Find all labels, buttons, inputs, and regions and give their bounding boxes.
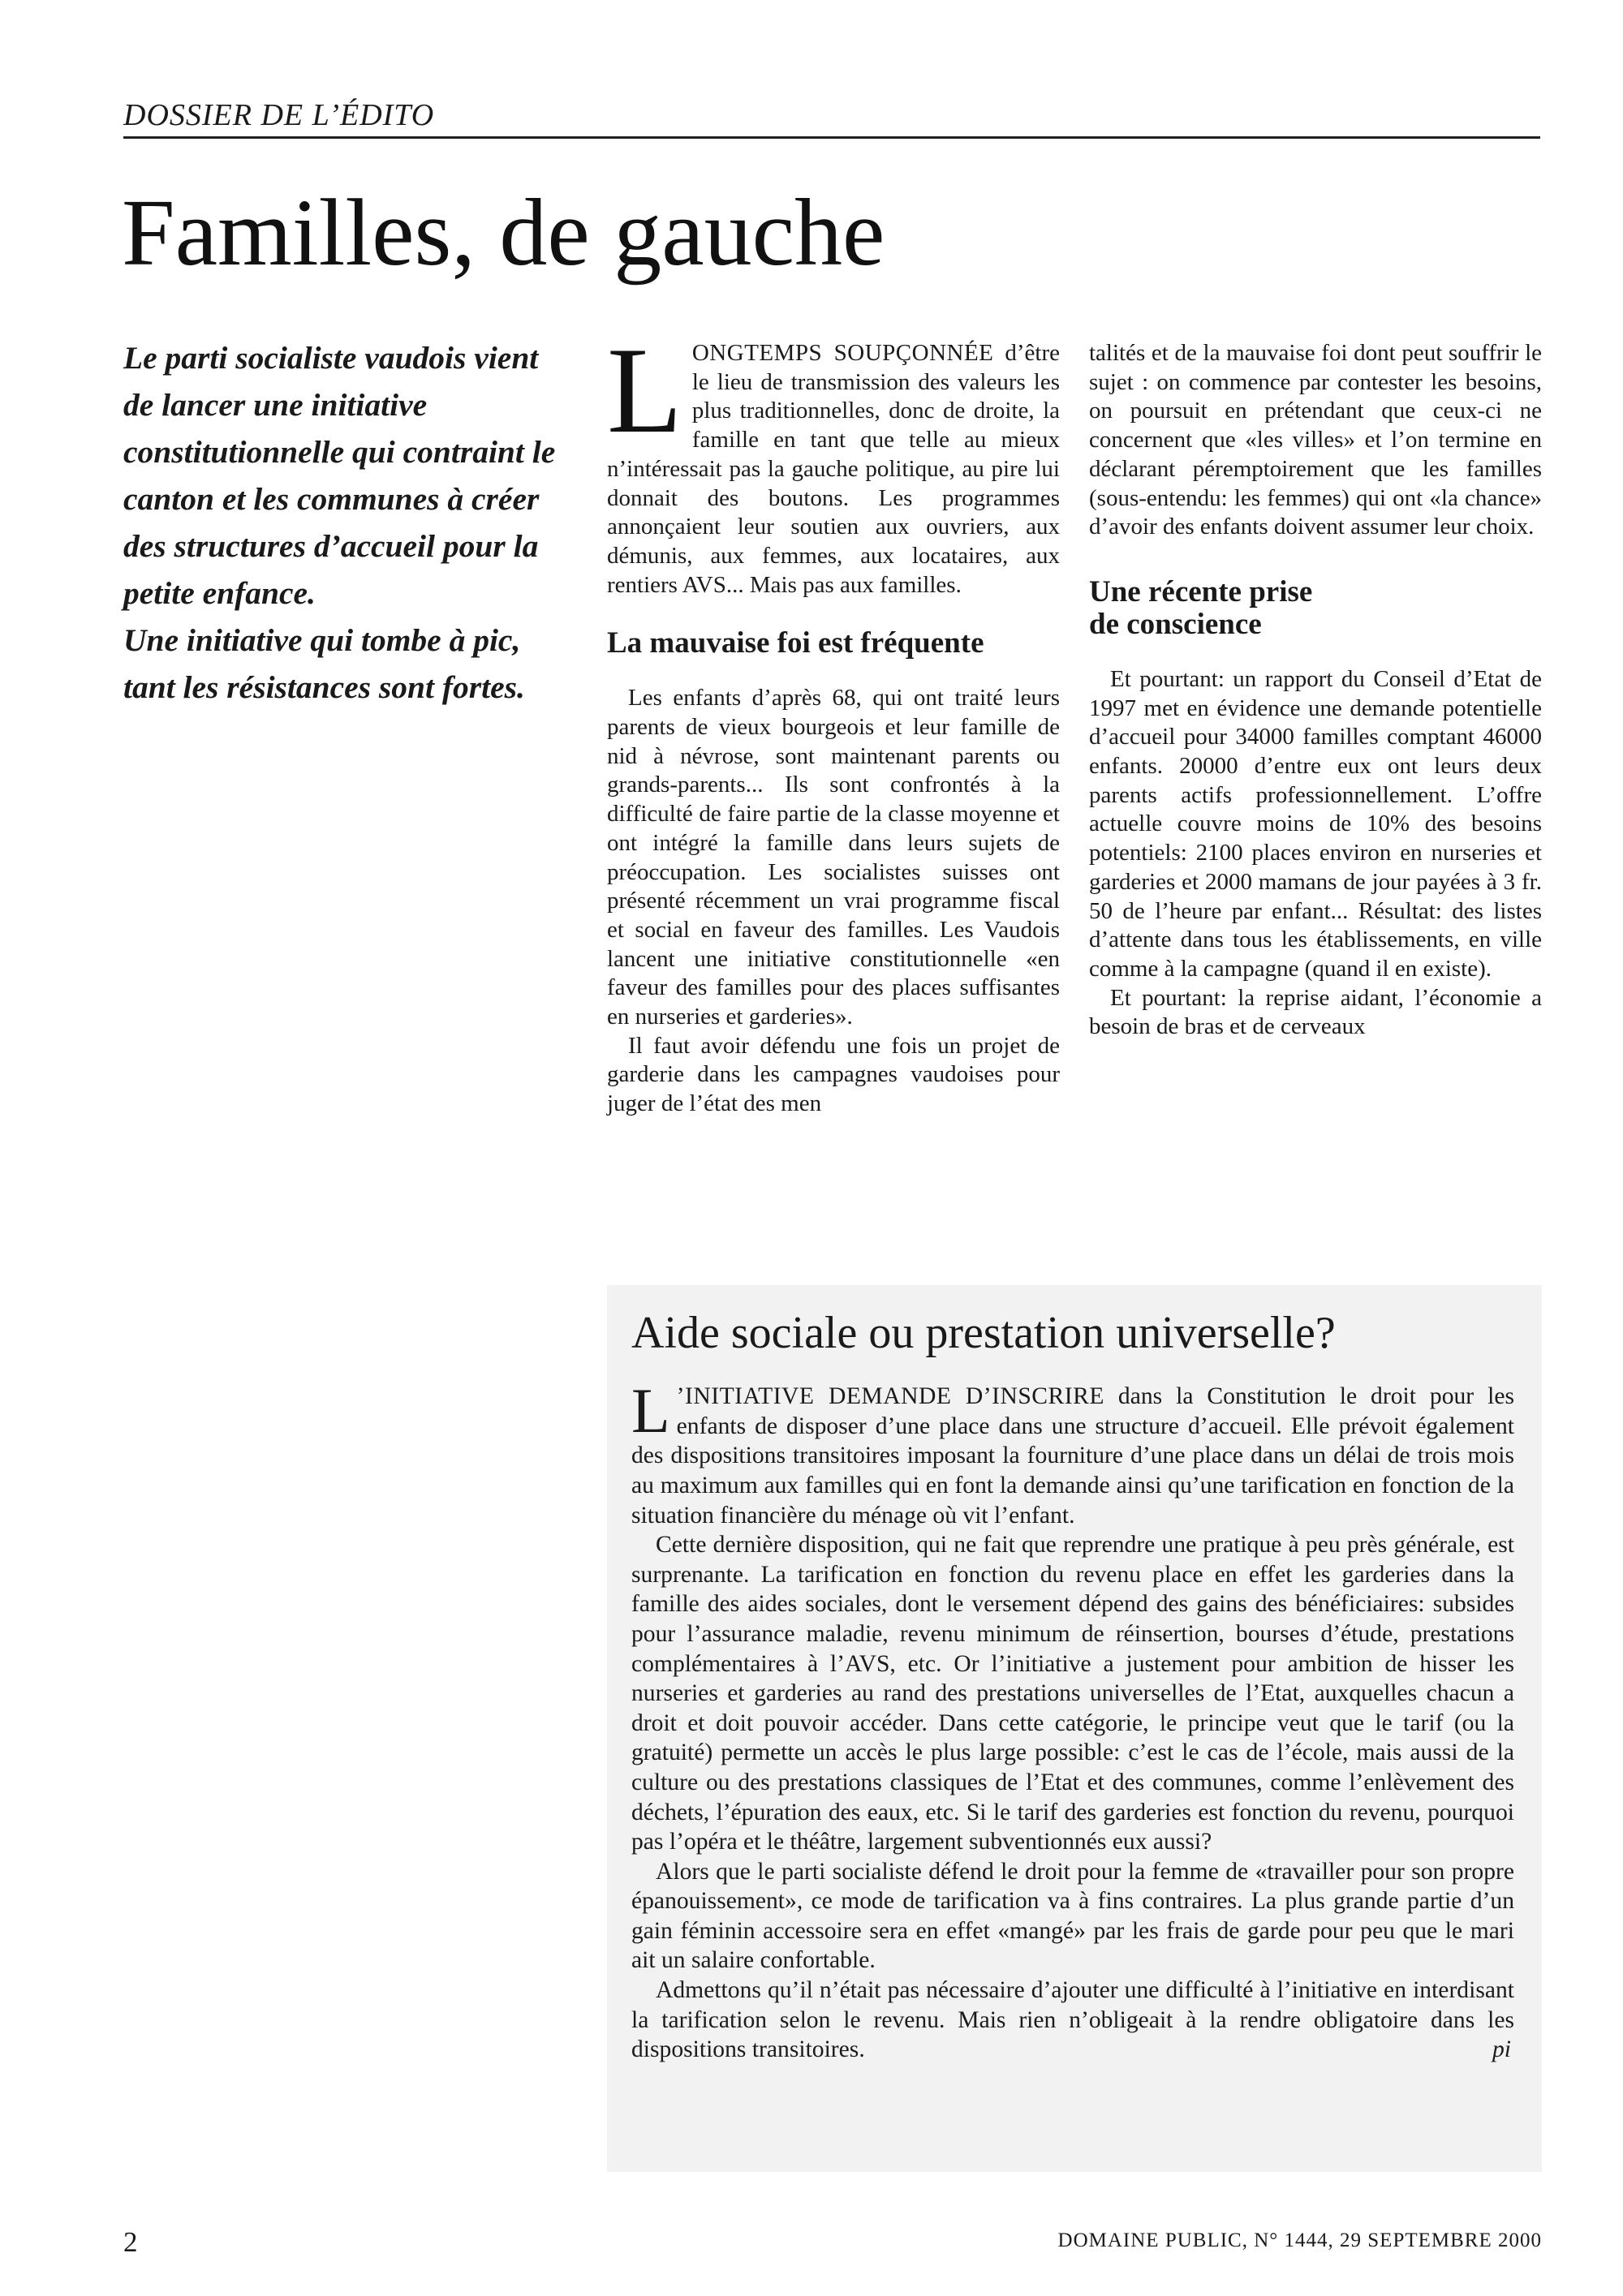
- subheading-line-2: de conscience: [1089, 607, 1262, 641]
- subheading-prise-de-conscience: [1089, 576, 1542, 641]
- box-paragraph-1: [631, 1375, 1514, 1530]
- section-rubric: DOSSIER DE L’ÉDITO: [123, 99, 1540, 139]
- article-column-1: [607, 322, 1060, 1119]
- article-column-2: [1089, 339, 1542, 1042]
- box-paragraph-4-text: Admettons qu’il n’était pas nécessaire d’ajouter une difficulté à l’initiative en interdisant la tarification selon le revenu. Mais rien n’obligeait à la rendre obligatoire dans les dispositions transitoires.: [631, 1977, 1514, 2063]
- page-number: 2: [123, 2226, 138, 2258]
- article-paragraph-4: Et pourtant: un rapport du Conseil d’Etat de 1997 met en évidence une demande potentielle d’accueil pour 34000 familles comptant 46000 enfants. 20000 d’entre eux ont leurs deux parents actifs professionnellement. L’offre actuelle couvre moins de 10% des besoins potentiels: 2100 places environ en nurseries et garderies et 2000 mamans de jour payées à 3 fr. 50 de l’heure par enfant... Résultat: des listes d’attente dans tous les établissements, en ville comme à la campagne (quand il en existe).: [1089, 665, 1542, 982]
- article-paragraph-3: Il faut avoir défendu une fois un projet de garderie dans les campagnes vaudoises pour juger de l’état des men: [607, 1032, 1060, 1117]
- lead-paragraph: [123, 334, 568, 711]
- article-title: Familles, de gauche: [122, 179, 885, 286]
- box-title: Aide sociale ou prestation universelle?: [631, 1308, 1336, 1358]
- article-paragraph-2: Les enfants d’après 68, qui ont traité leurs parents de vieux bourgeois et leur famille de nid à névrose, sont maintenant parents ou grands-parents... Ils sont confrontés à la difficulté de faire partie de la classe moyenne et ont intégré la famille dans leurs sujets de préoccupation. Les socialistes suisses ont présenté récemment un vrai programme fiscal et social en faveur des familles. Les Vaudois lancent une initiative constitutionnelle «en faveur des familles pour des places suffisantes en nurseries et garderies».: [607, 685, 1060, 1030]
- box-paragraph-2: Cette dernière disposition, qui ne fait que reprendre une pratique à peu près générale, est surprenante. La tarification en fonction du revenu place en effet les garderies dans la famille des aides sociales, dont le versement dépend des gains des bénéficiaires: subsides pour l’assurance maladie, revenu minimum de réinsertion, bourses d’étude, prestations complémentaires à l’AVS, etc. Or l’initiative a justement pour ambition de hisser les nurseries et garderies au rand des prestations universelles de l’Etat, auxquelles chacun a droit et doit pouvoir accéder. Dans cette catégorie, le principe veut que le tarif (ou la gratuité) permette un accès le plus large possible: c’est le cas de l’école, mais aussi de la culture ou des prestations classiques de l’Etat et des communes, comme l’enlèvement des déchets, l’épuration des eaux, etc. Si le tarif des garderies est fonction du revenu, pourquoi pas l’opéra et le théâtre, largement subventionnés eux aussi?: [631, 1532, 1514, 1855]
- drop-cap: L: [607, 322, 682, 458]
- publication-info: DOMAINE PUBLIC, N° 1444, 29 SEPTEMBRE 2000: [1057, 2229, 1542, 2251]
- subheading-mauvaise-foi: La mauvaise foi est fréquente: [607, 626, 984, 660]
- article-paragraph-1: [607, 322, 1060, 600]
- box-drop-cap: L: [631, 1375, 670, 1447]
- box-paragraph-3: Alors que le parti socialiste défend le droit pour la femme de «travailler pour son propre épanouissement», ce mode de tarification va à fins contraires. La plus grande partie d’un gain féminin accessoire sera en effet «mangé» par les frais de garde pour peu que le mari ait un salaire confortable.: [631, 1858, 1514, 1974]
- subheading-line-1: Une récente prise: [1089, 574, 1313, 608]
- lead-text-2: Une initiative qui tombe à pic, tant les résistances sont fortes.: [123, 622, 525, 705]
- article-paragraph-1-text: d’être le lieu de transmission des valeurs les plus traditionnelles, donc de droite, la famille en tant que telle au mieux n’intéressait pas la gauche politique, au pire lui donnait des boutons. Les programmes annonçaient leur soutien aux ouvriers, aux démunis, aux femmes, aux locataires, aux rentiers AVS... Mais pas aux familles.: [607, 340, 1060, 598]
- box-paragraph-1-text: dans la Constitution le droit pour les enfants de disposer d’une place dans une structure d’accueil. Elle prévoit également des dispositions transitoires imposant la fourniture d’une place dans un délai de trois mois au maximum aux familles qui en font la demande ainsi qu’une tarification en fonction de la situation financière du ménage où vit l’enfant.: [631, 1383, 1514, 1529]
- article-paragraph-5: Et pourtant: la reprise aidant, l’économie a besoin de bras et de cerveaux: [1089, 984, 1542, 1040]
- lead-text-1: Le parti socialiste vaudois vient de lancer une initiative constitutionnelle qui contraint le canton et les communes à créer des structures d’accueil pour la petite enfance.: [123, 340, 556, 611]
- box-lead-words: ’INITIATIVE DEMANDE D’INSCRIRE: [676, 1383, 1104, 1410]
- lead-words: ONGTEMPS SOUPÇONNÉE: [691, 340, 994, 366]
- box-body: [631, 1375, 1514, 2065]
- sidebar-box: [607, 1285, 1542, 2172]
- author-signature: pi: [1492, 2036, 1511, 2063]
- box-paragraph-4: [631, 1976, 1514, 2065]
- article-paragraph-3-continued: talités et de la mauvaise foi dont peut souffrir le sujet : on commence par contester les besoins, on poursuit en prétendant que ceux-ci ne concernent que «les villes» et l’on termine en déclarant péremptoirement que les familles (sous-entendu: les femmes) qui ont «la chance» d’avoir des enfants doivent assumer leur choix.: [1089, 340, 1542, 540]
